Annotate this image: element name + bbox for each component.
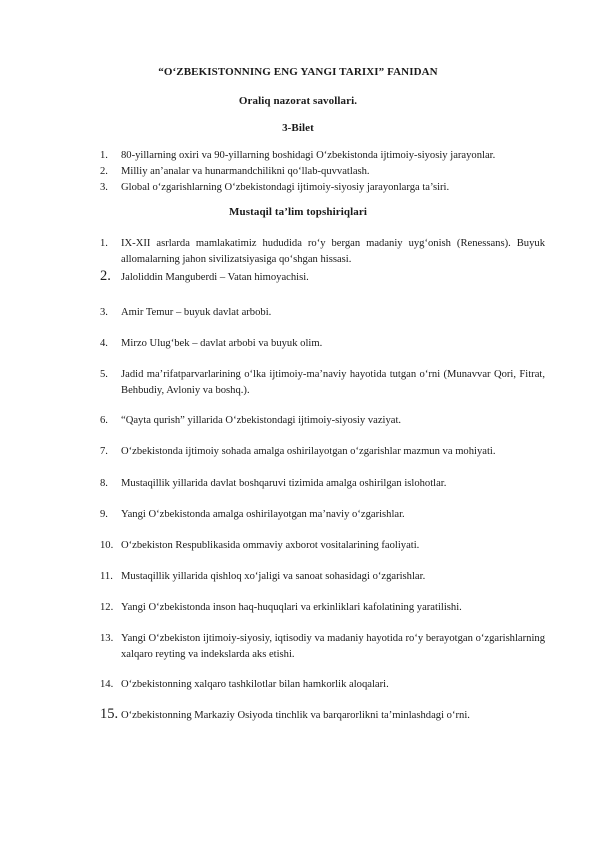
document-title: “O‘ZBEKISTONNING ENG YANGI TARIXI” FANIDAN: [158, 66, 438, 78]
item-number: 8.: [100, 478, 108, 489]
item-text: Jaloliddin Manguberdi – Vatan himoyachisi.: [121, 272, 309, 283]
item-text: “Qayta qurish” yillarida O‘zbekistondagi ijtimoiy-siyosiy vaziyat.: [121, 415, 402, 426]
item-number: 4.: [100, 338, 108, 349]
item-number: 13.: [100, 633, 114, 644]
item-text: Mustaqillik yillarida davlat boshqaruvi tizimida amalga oshirilgan islohotlar.: [121, 478, 447, 489]
item-number: 11.: [100, 571, 113, 582]
item-number: 1.: [100, 238, 108, 249]
item-number: 2.: [100, 166, 108, 177]
document-subtitle: Oraliq nazorat savollari.: [238, 95, 358, 107]
item-text: O‘zbekiston Respublikasida ommaviy axborot vositalarining faoliyati.: [121, 540, 420, 551]
item-number: 9.: [100, 509, 108, 520]
item-number: 12.: [100, 602, 114, 613]
item-text: Milliy an’analar va hunarmandchilikni qo‘llab-quvvatlash.: [121, 166, 370, 177]
item-text: Yangi O‘zbekiston ijtimoiy-siyosiy, iqtisodiy va madaniy hayotida ro‘y berayotgan o‘zgarishlarning xalqaro reyting va indekslarda aks etishi.: [121, 633, 545, 660]
item-text: Yangi O‘zbekistonda amalga oshirilayotgan ma’naviy o‘zgarishlar.: [121, 509, 405, 520]
item-text: Yangi O‘zbekistonda inson haq-huquqlari va erkinliklari kafolatining yaratilishi.: [121, 602, 462, 613]
item-number: 15.: [100, 706, 119, 722]
item-text: Mustaqillik yillarida qishloq xo‘jaligi va sanoat sohasidagi o‘zgarishlar.: [121, 571, 426, 582]
ticket-number: 3-Bilet: [282, 122, 314, 134]
item-number: 5.: [100, 369, 108, 380]
item-text: O‘zbekistonning Markaziy Osiyoda tinchlik va barqarorlikni ta’minlashdagi o‘rni.: [121, 710, 470, 721]
item-text: Amir Temur – buyuk davlat arbobi.: [121, 307, 272, 318]
item-number: 1.: [100, 150, 108, 161]
item-number: 7.: [100, 446, 108, 457]
item-number: 14.: [100, 679, 114, 690]
item-number: 6.: [100, 415, 108, 426]
item-number: 3.: [100, 307, 108, 318]
item-text: Mirzo Ulug‘bek – davlat arbobi va buyuk olim.: [121, 338, 323, 349]
item-text: O‘zbekistonda ijtimoiy sohada amalga oshirilayotgan o‘zgarishlar mazmun va mohiyati.: [121, 446, 496, 457]
tasks-heading: Mustaqil ta’lim topshiriqlari: [229, 206, 367, 218]
item-number: 2.: [100, 268, 111, 284]
item-text: O‘zbekistonning xalqaro tashkilotlar bilan hamkorlik aloqalari.: [121, 679, 389, 690]
item-text: Global o‘zgarishlarning O‘zbekistondagi ijtimoiy-siyosiy jarayonlarga ta’siri.: [121, 182, 450, 193]
item-text: IX-XII asrlarda mamlakatimiz hududida ro‘y bergan madaniy uyg‘onish (Renessans). Buyuk allomalarning jahon sivilizatsiyasiga qo‘shgan hissasi.: [121, 238, 545, 265]
item-number: 10.: [100, 540, 114, 551]
item-number: 3.: [100, 182, 108, 193]
item-text: 80-yillarning oxiri va 90-yillarning boshidagi O‘zbekistonda ijtimoiy-siyosiy jarayonlar.: [121, 150, 496, 161]
item-text: Jadid ma’rifatparvarlarining o‘lka ijtimoiy-ma’naviy hayotida tutgan o‘rni (Munavvar Qori, Fitrat, Behbudiy, Avloniy va boshq.).: [121, 369, 545, 396]
